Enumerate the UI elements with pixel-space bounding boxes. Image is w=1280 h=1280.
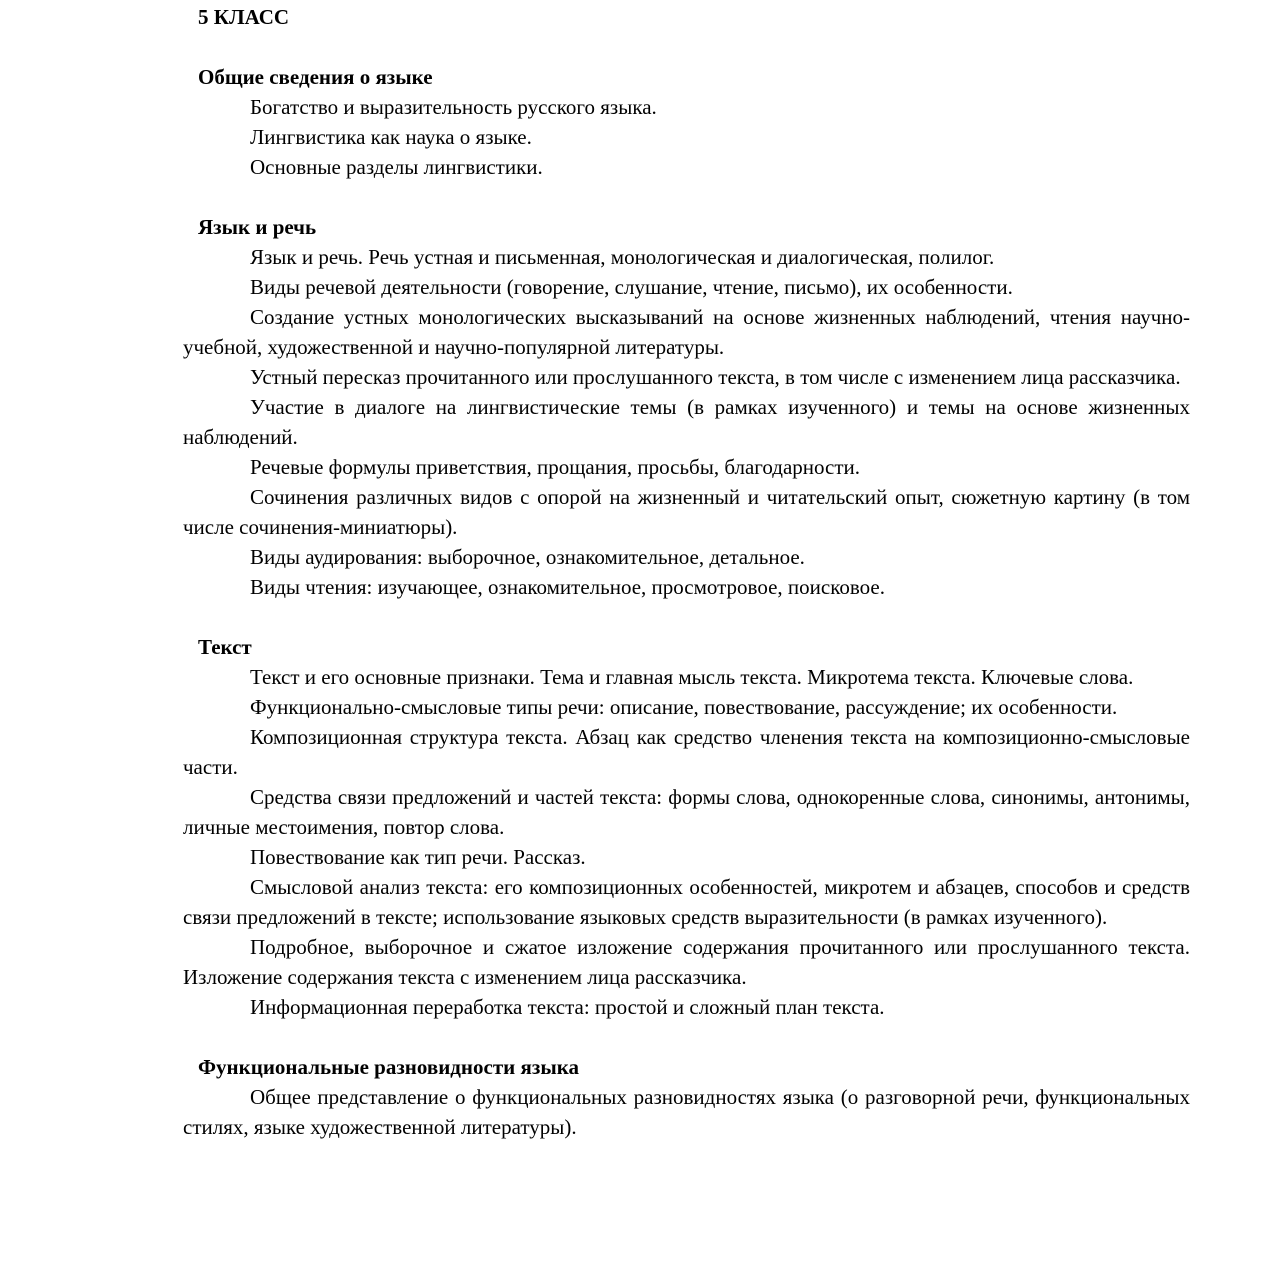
paragraph: Смысловой анализ текста: его композиционных особенностей, микротем и абзацев, способов и средств связи предложений в тексте; использование языковых средств выразительности (в рамках изученного). [183, 875, 1190, 929]
section-general-language-info [183, 62, 1190, 182]
paragraph: Виды аудирования: выборочное, ознакомительное, детальное. [250, 545, 805, 569]
paragraph: Виды речевой деятельности (говорение, слушание, чтение, письмо), их особенности. [250, 275, 1013, 299]
page-title: 5 КЛАСС [198, 5, 290, 29]
section-heading: Язык и речь [198, 215, 317, 239]
paragraph: Виды чтения: изучающее, ознакомительное, просмотровое, поисковое. [250, 575, 885, 599]
paragraph: Богатство и выразительность русского языка. [250, 95, 657, 119]
paragraph: Общее представление о функциональных разновидностях языка (о разговорной речи, функциональных стилях, языке художественной литературы). [183, 1085, 1190, 1139]
paragraph: Композиционная структура текста. Абзац как средство членения текста на композиционно-смысловые части. [183, 725, 1190, 779]
paragraph: Речевые формулы приветствия, прощания, просьбы, благодарности. [250, 455, 861, 479]
paragraph: Информационная переработка текста: простой и сложный план текста. [250, 995, 885, 1019]
section-heading: Текст [198, 635, 252, 659]
paragraph: Лингвистика как наука о языке. [250, 125, 532, 149]
paragraph: Участие в диалоге на лингвистические темы (в рамках изученного) и темы на основе жизненных наблюдений. [183, 395, 1190, 449]
paragraph: Повествование как тип речи. Рассказ. [250, 845, 586, 869]
paragraph: Сочинения различных видов с опорой на жизненный и читательский опыт, сюжетную картину (в том числе сочинения-миниатюры). [183, 485, 1190, 539]
section-language-and-speech [183, 212, 1190, 602]
document-content [183, 2, 1190, 1142]
paragraph: Устный пересказ прочитанного или прослушанного текста, в том числе с изменением лица рассказчика. [250, 365, 1181, 389]
section-heading: Функциональные разновидности языка [198, 1055, 579, 1079]
section-functional-varieties [183, 1052, 1190, 1142]
section-heading: Общие сведения о языке [198, 65, 433, 89]
section-text [183, 632, 1190, 1022]
paragraph: Основные разделы лингвистики. [250, 155, 543, 179]
paragraph: Создание устных монологических высказываний на основе жизненных наблюдений, чтения научно-учебной, художественной и научно-популярной литературы. [183, 305, 1190, 359]
paragraph: Средства связи предложений и частей текста: формы слова, однокоренные слова, синонимы, антонимы, личные местоимения, повтор слова. [183, 785, 1190, 839]
paragraph: Функционально-смысловые типы речи: описание, повествование, рассуждение; их особенности. [250, 695, 1118, 719]
paragraph: Подробное, выборочное и сжатое изложение содержания прочитанного или прослушанного текста. Изложение содержания текста с изменением лица рассказчика. [183, 935, 1190, 989]
paragraph: Язык и речь. Речь устная и письменная, монологическая и диалогическая, полилог. [250, 245, 995, 269]
paragraph: Текст и его основные признаки. Тема и главная мысль текста. Микротема текста. Ключевые слова. [250, 665, 1134, 689]
